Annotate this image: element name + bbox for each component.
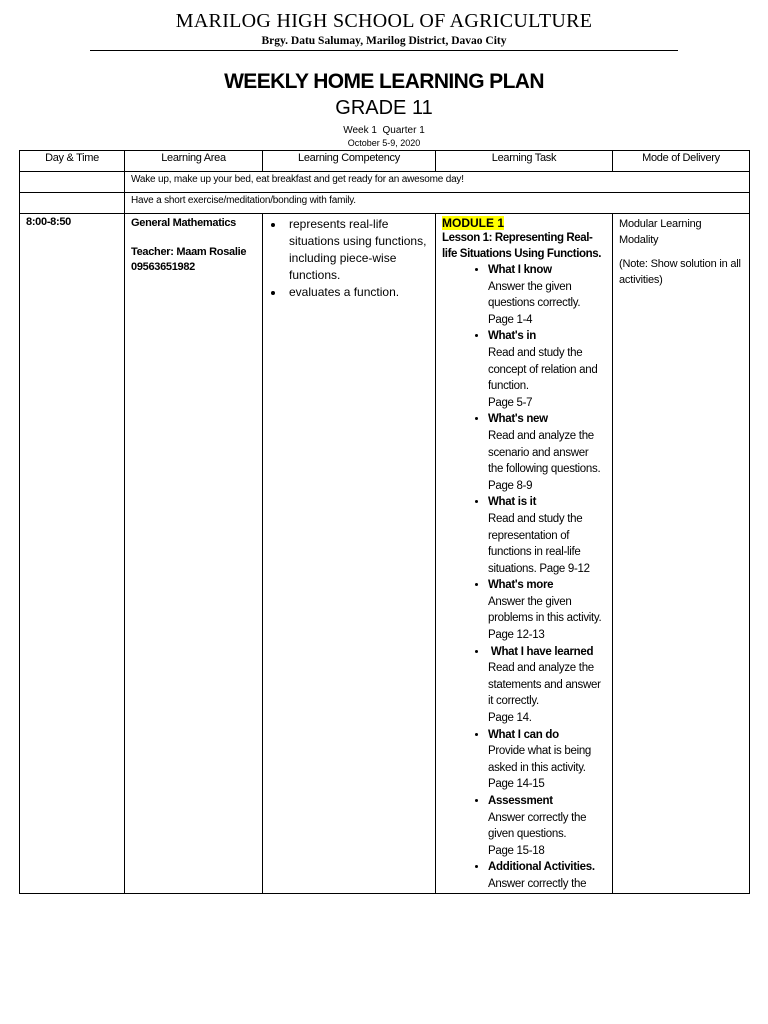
column-header-mode-of-delivery: Mode of Delivery: [613, 151, 750, 172]
page-title: WEEKLY HOME LEARNING PLAN: [224, 70, 544, 93]
task-list: [442, 262, 606, 893]
task-page: Page 5-7: [488, 396, 533, 409]
list-item: [488, 411, 606, 494]
task-name: • What's in: [488, 330, 536, 343]
routine-row: [20, 193, 750, 214]
routine-text: Wake up, make up your bed, eat breakfast and get ready for an awesome day!: [125, 172, 750, 193]
competency-list: [269, 216, 429, 301]
session-time: [20, 214, 125, 894]
task-name: • What's new: [488, 413, 548, 426]
routine-row: [20, 172, 750, 193]
delivery-mode: Modular Learning Modality: [619, 218, 702, 246]
task-name: • What I know: [488, 264, 552, 276]
module-label: MODULE 1: [442, 216, 505, 230]
column-header-learning-area: Learning Area: [125, 151, 263, 172]
task-description: Provide what is being asked in this activity.: [488, 745, 592, 774]
task-page: Page 14.: [488, 712, 532, 725]
grade-level: GRADE 11: [335, 97, 433, 119]
teacher-name: Teacher: Maam Rosalie: [131, 246, 247, 258]
task-name: • What I can do: [488, 728, 559, 741]
task-page: Page 15-18: [488, 844, 545, 857]
delivery-note: (Note: Show solution in all activities): [619, 258, 741, 286]
list-item: [488, 577, 606, 643]
task-page: Page 14-15: [488, 778, 545, 791]
header-divider: [90, 50, 678, 51]
task-description: Answer the given problems in this activity.: [488, 595, 602, 625]
task-name: • Additional Activities.: [488, 861, 595, 874]
column-header-learning-task: Learning Task: [436, 151, 613, 172]
list-item: [488, 644, 606, 727]
routine-text: Have a short exercise/meditation/bonding with family.: [125, 193, 750, 214]
week-quarter: Week 1 Quarter 1: [343, 125, 425, 136]
session-competency: [263, 214, 436, 894]
task-description: Answer correctly the: [488, 877, 587, 890]
task-description: Answer the given questions correctly.: [488, 280, 581, 310]
session-mode-of-delivery: [613, 214, 750, 894]
competency-item: • evaluates a function.: [285, 284, 429, 301]
subject-name: General Mathematics: [131, 217, 236, 229]
task-name: • Assessment: [488, 795, 553, 807]
session-learning-task: [436, 214, 613, 894]
routine-time-cell: [20, 172, 125, 193]
column-header-day-time: Day & Time: [20, 151, 125, 172]
task-description: Answer correctly the given questions.: [488, 811, 587, 841]
task-page: Page 1-4: [488, 313, 533, 326]
task-description: Read and analyze the statements and answer it correctly.: [488, 662, 601, 708]
task-name: • What's more: [488, 579, 554, 592]
school-address: Brgy. Datu Salumay, Marilog District, Davao City: [261, 35, 507, 47]
task-description: Read and analyze the scenario and answer the following questions.: [488, 429, 601, 476]
list-item: [488, 262, 606, 328]
list-item: [488, 859, 606, 892]
column-header-learning-competency: Learning Competency: [263, 151, 436, 172]
task-page: Page 12-13: [488, 629, 545, 642]
list-item: [488, 328, 606, 411]
task-description: Read and study the concept of relation and function.: [488, 346, 598, 393]
table-header-row: [20, 151, 750, 172]
session-learning-area: [125, 214, 263, 894]
learning-plan-table: [19, 150, 750, 894]
session-time-text: 8:00-8:50: [26, 216, 71, 228]
task-description: Read and study the representation of functions in real-life situations. Page 9-12: [488, 512, 590, 575]
competency-item: • represents real-life situations using functions, including piece-wise functions.: [285, 216, 429, 284]
list-item: [488, 494, 606, 577]
teacher-phone: 09563651982: [131, 261, 195, 273]
session-row: [20, 214, 750, 894]
list-item: [488, 727, 606, 793]
lesson-title: Lesson 1: Representing Real-life Situations Using Functions.: [442, 232, 602, 260]
task-name: • What I have learned: [488, 645, 594, 658]
list-item: [488, 793, 606, 859]
task-page: Page 8-9: [488, 479, 533, 492]
task-name: • What is it: [488, 496, 537, 509]
routine-time-cell: [20, 193, 125, 214]
school-name: MARILOG HIGH SCHOOL OF AGRICULTURE: [175, 10, 593, 32]
date-range: October 5-9, 2020: [347, 138, 421, 148]
